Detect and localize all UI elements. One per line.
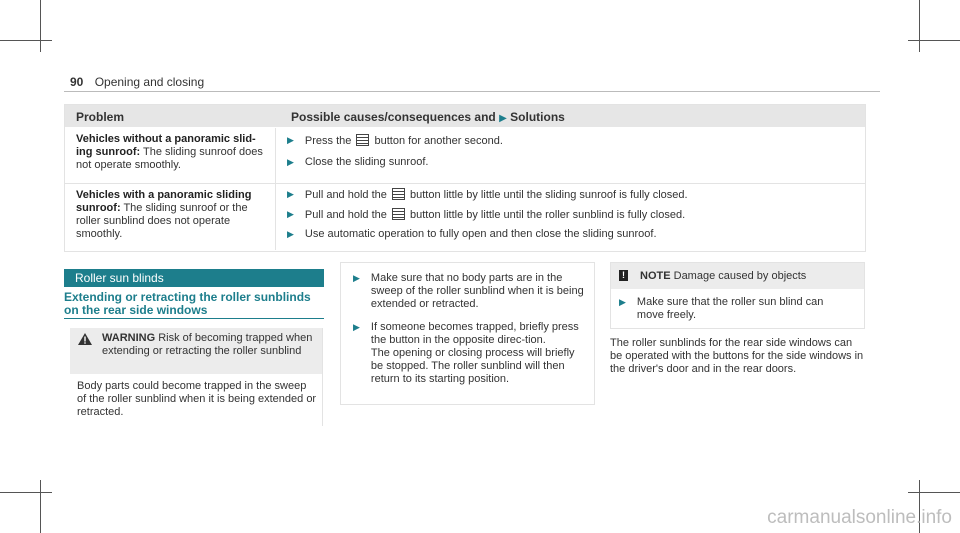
problem-cell: Vehicles with a panoramic sliding sunroof: The sliding sunroof or the roller sunblind does not operate smoothly. xyxy=(76,189,252,240)
problem-cell: Vehicles without a panoramic slid-ing sunroof: The sliding sunroof does not operate smoothly. xyxy=(76,133,263,171)
arrow-right-icon: ▶ xyxy=(499,113,507,124)
solution-step: ▶ Pull and hold the button little by little until the roller sunblind is fully closed. xyxy=(287,209,686,221)
menu-button-icon xyxy=(392,188,405,200)
menu-button-icon xyxy=(392,208,405,220)
crop-mark xyxy=(40,480,41,533)
page-number: 90 xyxy=(70,75,84,89)
crop-mark xyxy=(919,0,920,52)
crop-mark xyxy=(0,40,52,41)
arrow-right-icon: ▶ xyxy=(353,322,360,332)
section-title-bar: Roller sun blinds xyxy=(64,269,324,287)
warning-header: WARNING Risk of becoming trapped when extending or retracting the roller sunblind xyxy=(70,328,322,374)
arrow-right-icon: ▶ xyxy=(287,189,294,199)
table-header xyxy=(65,105,865,127)
crop-mark xyxy=(908,492,960,493)
solution-step: ▶ Use automatic operation to fully open and then close the sliding sunroof. xyxy=(287,228,657,240)
section-name: Opening and closing xyxy=(94,75,205,89)
table-row xyxy=(65,128,865,184)
subsection-title: Extending or retracting the roller sunblinds on the rear side windows xyxy=(64,290,311,317)
arrow-right-icon: ▶ xyxy=(287,135,294,145)
note-header: ! NOTE Damage caused by objects xyxy=(611,263,864,289)
page-header xyxy=(70,75,204,89)
warning-box xyxy=(70,328,324,426)
troubleshooting-table xyxy=(64,104,866,252)
header-divider xyxy=(64,91,880,92)
warning-triangle-icon xyxy=(78,333,92,345)
instruction-step: ▶ If someone becomes trapped, briefly press the button in the opposite direc-tion. The opening or closing process will briefly be stopped. The roller sunblind will then return to its starting position. xyxy=(353,321,579,385)
crop-mark xyxy=(908,40,960,41)
arrow-right-icon: ▶ xyxy=(287,229,294,239)
solution-step: ▶ Press the button for another second. xyxy=(287,135,503,147)
menu-button-icon xyxy=(356,134,369,146)
crop-mark xyxy=(40,0,41,52)
instruction-step: ▶ Make sure that no body parts are in the sweep of the roller sunblind when it is being extended or retracted. xyxy=(353,272,584,310)
subsection-divider xyxy=(64,318,324,319)
paragraph: The roller sunblinds for the rear side windows can be operated with the buttons for the side windows in the driver's door and in the rear doors. xyxy=(610,337,864,375)
arrow-right-icon: ▶ xyxy=(287,157,294,167)
watermark: carmanualsonline.info xyxy=(767,507,952,528)
column-divider xyxy=(322,328,323,426)
arrow-right-icon: ▶ xyxy=(287,209,294,219)
solution-step: ▶ Pull and hold the button little by little until the sliding sunroof is fully closed. xyxy=(287,189,688,201)
exclamation-icon: ! xyxy=(619,270,628,281)
column-header-problem: Problem xyxy=(76,110,125,124)
note-step: ▶ Make sure that the roller sun blind can move freely. xyxy=(619,296,824,321)
warning-body: Body parts could become trapped in the sweep of the roller sunblind when it is being extended or retracted. xyxy=(77,380,317,418)
table-row xyxy=(65,184,865,250)
column-header-solutions: Possible causes/consequences and ▶ Solutions xyxy=(291,110,565,124)
instruction-box xyxy=(340,262,595,405)
crop-mark xyxy=(0,492,52,493)
note-box xyxy=(610,262,865,329)
arrow-right-icon: ▶ xyxy=(353,273,360,283)
solution-step: ▶ Close the sliding sunroof. xyxy=(287,156,429,168)
arrow-right-icon: ▶ xyxy=(619,297,626,307)
